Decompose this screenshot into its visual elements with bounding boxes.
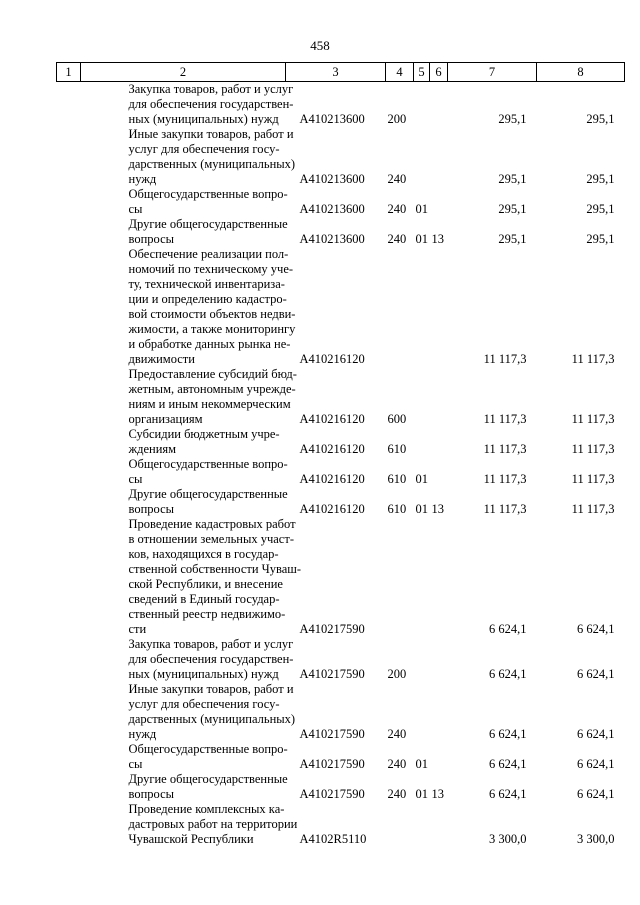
row-name-cell — [81, 217, 286, 247]
table-row — [57, 637, 625, 682]
row-name-line: вопросы — [128, 787, 175, 801]
row-name-line: Закупка товаров, работ и услуг — [128, 637, 294, 651]
row-name-line: Закупка товаров, работ и услуг — [128, 82, 294, 96]
row-name-cell — [81, 457, 286, 487]
row-index-cell — [57, 427, 81, 457]
table-row — [57, 217, 625, 247]
row-amount-col7: 11 117,3 — [483, 502, 527, 516]
row-code-cell: A410213600 — [299, 232, 365, 246]
row-index-cell — [57, 802, 81, 847]
row-name-line: вопросы — [128, 232, 175, 246]
row-name-cell — [81, 682, 296, 742]
row-section-cell — [414, 427, 430, 457]
row-amount-col8: 295,1 — [586, 172, 615, 186]
header-col-2: 2 — [81, 63, 286, 82]
row-name-line: ской Республики, и внесение — [128, 577, 283, 591]
row-section-cell — [414, 682, 430, 742]
header-col-7: 7 — [448, 63, 537, 82]
row-name-line: Общегосударственные вопро- — [128, 742, 288, 756]
row-name-line: Проведение комплексных ка- — [128, 802, 285, 816]
row-subsection-cell — [430, 517, 448, 637]
row-name-line: ных (муниципальных) нужд — [128, 667, 279, 681]
row-name-line: нужд — [128, 172, 157, 186]
row-expense-type-cell: 240 — [387, 232, 407, 246]
row-amount-col8: 11 117,3 — [571, 412, 615, 426]
row-name-cell — [81, 517, 302, 637]
row-expense-type-cell — [386, 247, 414, 367]
row-section-cell: 01 — [415, 232, 428, 246]
row-code-cell: A4102R5110 — [299, 832, 367, 846]
row-name-cell — [81, 802, 298, 847]
row-subsection-cell — [430, 367, 448, 427]
row-subsection-cell — [430, 802, 448, 847]
row-name-line: Иные закупки товаров, работ и — [128, 682, 294, 696]
row-name-line: ных (муниципальных) нужд — [128, 112, 279, 126]
row-name-line: сти — [128, 622, 147, 636]
row-section-cell — [414, 247, 430, 367]
row-name-line: услуг для обеспечения госу- — [128, 142, 280, 156]
row-code-cell: A410216120 — [299, 502, 365, 516]
row-section-cell: 01 — [415, 472, 428, 486]
row-expense-type-cell: 610 — [387, 442, 407, 456]
row-expense-type-cell: 240 — [387, 727, 407, 741]
row-index-cell — [57, 187, 81, 217]
row-section-cell — [414, 127, 430, 187]
row-amount-col8: 11 117,3 — [571, 352, 615, 366]
header-col-1: 1 — [57, 63, 81, 82]
row-index-cell — [57, 637, 81, 682]
row-subsection-cell — [430, 742, 448, 772]
table-row — [57, 187, 625, 217]
row-amount-col8: 6 624,1 — [577, 757, 615, 771]
row-expense-type-cell: 240 — [387, 787, 407, 801]
row-subsection-cell — [430, 637, 448, 682]
row-code-cell: A410213600 — [299, 172, 365, 186]
row-name-cell — [81, 127, 296, 187]
row-amount-col7: 11 117,3 — [483, 352, 527, 366]
row-expense-type-cell: 240 — [387, 757, 407, 771]
row-name-cell — [81, 637, 294, 682]
row-name-cell — [81, 742, 286, 772]
row-amount-col7: 6 624,1 — [489, 667, 527, 681]
row-section-cell: 01 — [415, 787, 428, 801]
row-section-cell — [414, 802, 430, 847]
row-subsection-cell — [430, 247, 448, 367]
row-name-line: ниям и иным некоммерческим — [128, 397, 291, 411]
row-code-cell: A410213600 — [299, 112, 365, 126]
row-code-cell: A410216120 — [299, 412, 365, 426]
row-name-line: сы — [128, 472, 143, 486]
row-index-cell — [57, 217, 81, 247]
row-amount-col8: 3 300,0 — [577, 832, 615, 846]
header-col-3: 3 — [286, 63, 386, 82]
row-name-line: в отношении земельных участ- — [128, 532, 294, 546]
row-name-line: движимости — [128, 352, 195, 366]
table-row — [57, 802, 625, 847]
row-name-line: ков, находящихся в государ- — [128, 547, 279, 561]
row-name-line: Общегосударственные вопро- — [128, 457, 288, 471]
row-name-line: Предоставление субсидий бюд- — [128, 367, 297, 381]
table-row — [57, 682, 625, 742]
row-name-line: номочий по техническому уче- — [128, 262, 294, 276]
row-amount-col7: 11 117,3 — [483, 442, 527, 456]
row-name-cell — [81, 187, 286, 217]
row-subsection-cell: 13 — [431, 787, 444, 801]
row-subsection-cell — [430, 127, 448, 187]
row-index-cell — [57, 367, 81, 427]
budget-table — [56, 62, 625, 847]
row-expense-type-cell — [386, 802, 414, 847]
row-subsection-cell: 13 — [431, 232, 444, 246]
row-subsection-cell — [430, 427, 448, 457]
row-name-line: ственный реестр недвижимо- — [128, 607, 286, 621]
row-code-cell: A410216120 — [299, 472, 365, 486]
table-row — [57, 517, 625, 637]
row-index-cell — [57, 682, 81, 742]
table-row — [57, 127, 625, 187]
row-name-line: Обеспечение реализации пол- — [128, 247, 289, 261]
row-name-line: Проведение кадастровых работ — [128, 517, 296, 531]
row-subsection-cell — [430, 682, 448, 742]
table-row — [57, 82, 625, 128]
row-section-cell: 01 — [415, 757, 428, 771]
row-name-line: дарственных (муниципальных) — [128, 157, 296, 171]
row-name-line: Иные закупки товаров, работ и — [128, 127, 294, 141]
row-name-line: дастровых работ на территории — [128, 817, 298, 831]
table-row — [57, 457, 625, 487]
row-code-cell: A410217590 — [299, 667, 365, 681]
row-code-cell: A410217590 — [299, 727, 365, 741]
row-code-cell: A410216120 — [299, 352, 365, 366]
row-amount-col8: 11 117,3 — [571, 472, 615, 486]
row-name-line: ту, технической инвентариза- — [128, 277, 285, 291]
row-expense-type-cell: 600 — [387, 412, 407, 426]
row-amount-col8: 11 117,3 — [571, 442, 615, 456]
row-name-line: услуг для обеспечения госу- — [128, 697, 280, 711]
row-expense-type-cell: 240 — [387, 202, 407, 216]
row-name-line: для обеспечения государствен- — [128, 652, 294, 666]
header-col-5: 5 — [414, 63, 430, 82]
row-section-cell: 01 — [415, 502, 428, 516]
row-index-cell — [57, 457, 81, 487]
row-index-cell — [57, 517, 81, 637]
table-row — [57, 742, 625, 772]
row-name-line: Другие общегосударственные — [128, 217, 288, 231]
row-amount-col8: 11 117,3 — [571, 502, 615, 516]
row-name-line: вой стоимости объектов недви- — [128, 307, 296, 321]
row-amount-col7: 3 300,0 — [489, 832, 527, 846]
row-amount-col7: 295,1 — [498, 202, 527, 216]
row-index-cell — [57, 772, 81, 802]
row-name-cell — [81, 247, 296, 367]
row-name-line: Чувашской Республики — [128, 832, 254, 846]
row-name-line: вопросы — [128, 502, 175, 516]
row-code-cell: A410217590 — [299, 757, 365, 771]
row-amount-col8: 6 624,1 — [577, 667, 615, 681]
row-section-cell — [414, 637, 430, 682]
row-section-cell — [414, 517, 430, 637]
row-name-cell — [81, 367, 297, 427]
row-index-cell — [57, 742, 81, 772]
table-row — [57, 427, 625, 457]
row-code-cell: A410213600 — [299, 202, 365, 216]
row-amount-col7: 6 624,1 — [489, 787, 527, 801]
row-subsection-cell — [430, 457, 448, 487]
row-name-line: для обеспечения государствен- — [128, 97, 294, 111]
row-amount-col7: 6 624,1 — [489, 622, 527, 636]
table-row — [57, 367, 625, 427]
row-index-cell — [57, 82, 81, 128]
row-section-cell — [414, 82, 430, 128]
row-index-cell — [57, 487, 81, 517]
header-col-4: 4 — [386, 63, 414, 82]
row-subsection-cell — [430, 82, 448, 128]
row-code-cell: A410217590 — [299, 787, 365, 801]
row-amount-col8: 6 624,1 — [577, 727, 615, 741]
row-expense-type-cell: 610 — [387, 502, 407, 516]
table-row — [57, 487, 625, 517]
row-name-line: сы — [128, 202, 143, 216]
table-row — [57, 772, 625, 802]
row-name-line: сы — [128, 757, 143, 771]
row-name-cell — [81, 82, 294, 128]
row-code-cell: A410217590 — [299, 622, 365, 636]
row-name-line: Другие общегосударственные — [128, 487, 288, 501]
table-header-row — [57, 63, 625, 82]
row-section-cell — [414, 367, 430, 427]
row-expense-type-cell: 240 — [387, 172, 407, 186]
row-name-line: нужд — [128, 727, 157, 741]
header-col-8: 8 — [537, 63, 625, 82]
row-name-line: жетным, автономным учрежде- — [128, 382, 296, 396]
row-amount-col8: 295,1 — [586, 232, 615, 246]
row-name-cell — [81, 487, 286, 517]
row-amount-col7: 295,1 — [498, 232, 527, 246]
row-amount-col8: 295,1 — [586, 202, 615, 216]
row-name-line: ции и определению кадастро- — [128, 292, 287, 306]
row-amount-col7: 6 624,1 — [489, 757, 527, 771]
row-name-line: ждениям — [128, 442, 177, 456]
row-amount-col7: 295,1 — [498, 112, 527, 126]
row-subsection-cell — [430, 187, 448, 217]
row-amount-col7: 11 117,3 — [483, 412, 527, 426]
row-amount-col7: 295,1 — [498, 172, 527, 186]
row-expense-type-cell: 200 — [387, 667, 407, 681]
row-amount-col8: 295,1 — [586, 112, 615, 126]
header-col-6: 6 — [430, 63, 448, 82]
row-name-line: ственной собственности Чуваш- — [128, 562, 302, 576]
row-expense-type-cell: 200 — [387, 112, 407, 126]
row-name-line: Субсидии бюджетным учре- — [128, 427, 280, 441]
row-expense-type-cell: 610 — [387, 472, 407, 486]
row-name-line: жимости, а также мониторингу — [128, 322, 296, 336]
row-amount-col7: 6 624,1 — [489, 727, 527, 741]
row-expense-type-cell — [386, 517, 414, 637]
row-index-cell — [57, 127, 81, 187]
row-name-line: сведений в Единый государ- — [128, 592, 280, 606]
page-number: 458 — [310, 38, 330, 53]
row-name-cell — [81, 427, 286, 457]
row-name-line: Общегосударственные вопро- — [128, 187, 288, 201]
row-amount-col8: 6 624,1 — [577, 787, 615, 801]
row-name-line: и обработке данных рынка не- — [128, 337, 291, 351]
row-subsection-cell: 13 — [431, 502, 444, 516]
row-section-cell: 01 — [415, 202, 428, 216]
row-name-cell — [81, 772, 286, 802]
row-index-cell — [57, 247, 81, 367]
table-row — [57, 247, 625, 367]
row-amount-col7: 11 117,3 — [483, 472, 527, 486]
row-name-line: дарственных (муниципальных) — [128, 712, 296, 726]
row-name-line: Другие общегосударственные — [128, 772, 288, 786]
row-amount-col8: 6 624,1 — [577, 622, 615, 636]
row-code-cell: A410216120 — [299, 442, 365, 456]
row-name-line: организациям — [128, 412, 203, 426]
